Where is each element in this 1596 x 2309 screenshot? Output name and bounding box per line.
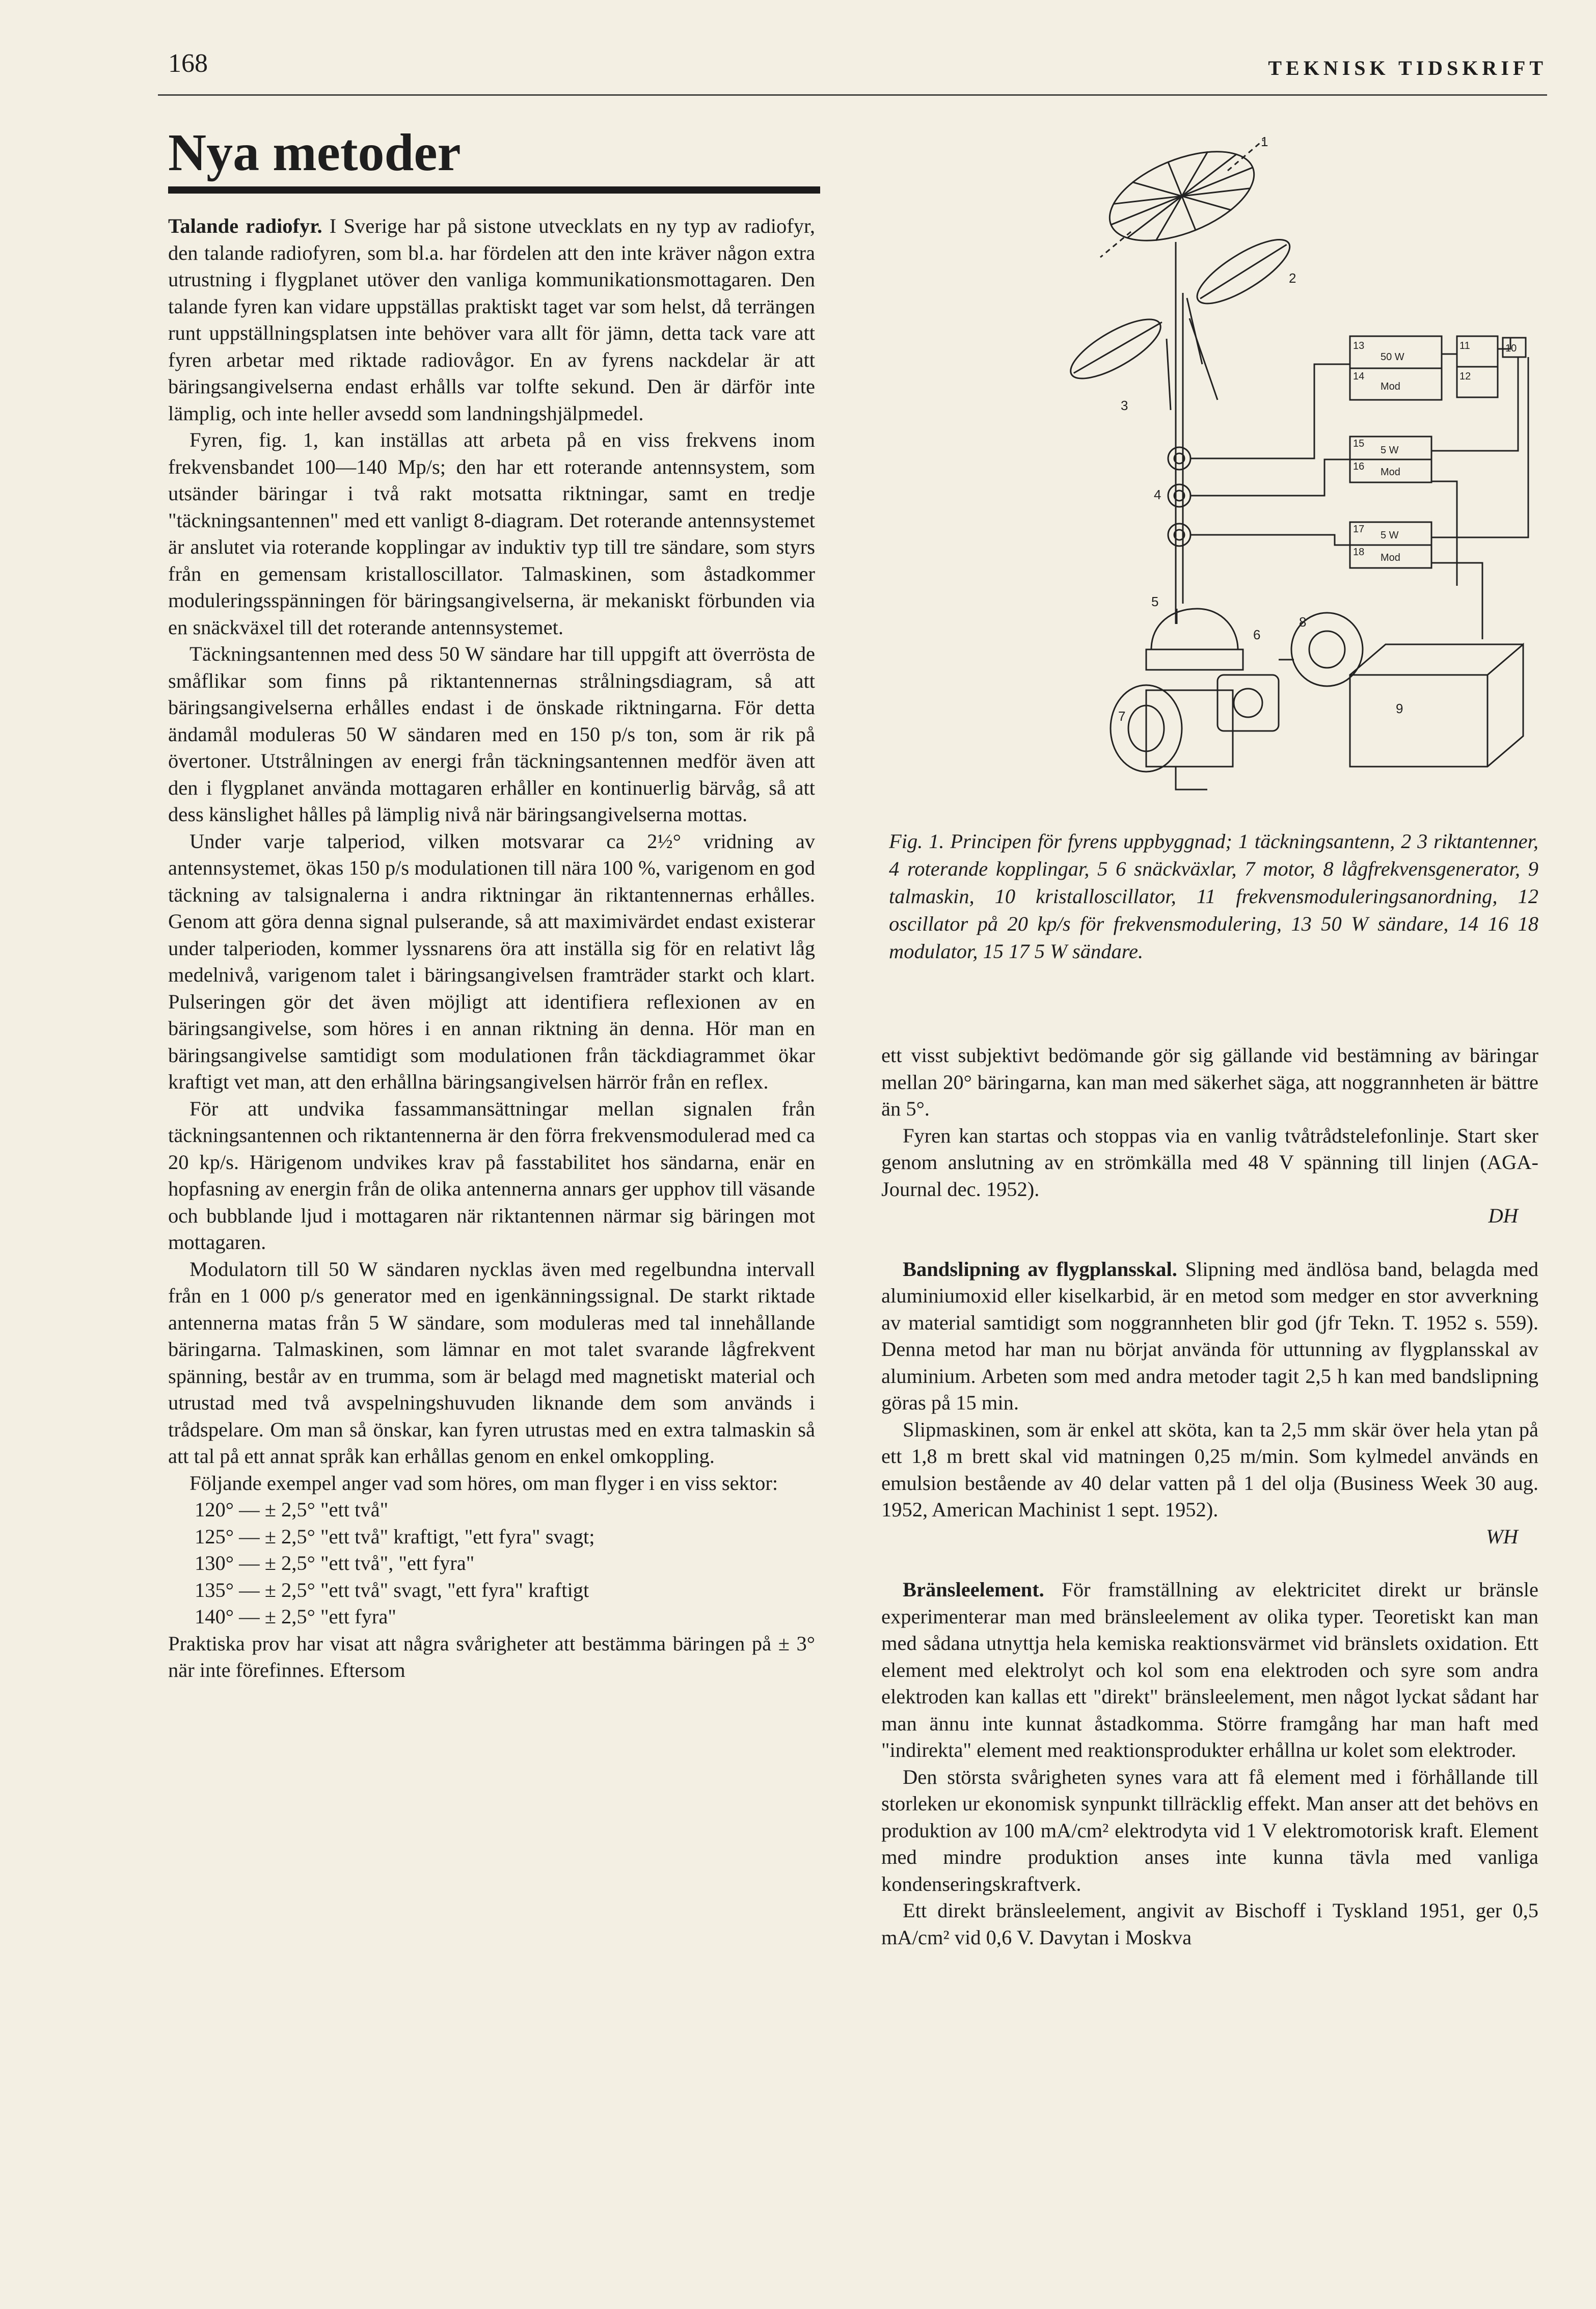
- paragraph: [168, 213, 815, 427]
- paragraph: Fyren, fig. 1, kan inställas att arbeta på en viss frekvens inom frekvensbandet 100—140 Mp/s; den har ett roterande antennsystem, som utsänder bäringar i två rakt motsatta riktningar, samt en tredje "täckningsantennen" med ett vanligt 8-diagram. Det roterande antennsystemet är anslutet via roterande kopplingar av induktiv typ till tre sändare, som styrs från en gemensam kristalloscillator. Talmaskinen, som åstadkommer moduleringsspänningen för bäringsangivelserna, är mekaniskt förbunden via en snäckväxel till det roterande antennsystemet.: [168, 428, 815, 639]
- box-label: 5 W: [1381, 530, 1399, 541]
- figure-label: 10: [1505, 343, 1517, 354]
- figure-label: 1: [1261, 134, 1268, 149]
- section-title: Nya metoder: [168, 123, 461, 182]
- paragraph: Under varje talperiod, vilken motsvarar ca 2½° vridning av antennsystemet, ökas 150 p/s modulationen till nära 100 %, varigenom en god täckning av talsignalerna i andra riktningar än riktantennernas erhålles. Genom att göra denna signal pulserande, så att maximivärdet endast existerar under talperioden, kommer lyssnarens öra att inställa sig för en relativt låg medelnivå, varigenom talet i bäringsangivelsen framträder starkt och klart. Pulseringen gör det även möjligt att identifiera reflexionen av en bäringsangivelse, som höres i en annan riktning än denna. Hör man en bäringsangivelse samtidigt som modulationen från täckdiagrammet ökar kraftigt vet man, att den erhållna bäringsangivelsen härrör från en reflex.: [168, 829, 815, 1093]
- paragraph: ett visst subjektivt bedömande gör sig gällande vid bestämning av bäringar mellan 20° bäringarna, kan man med säkerhet säga, att noggrannheten är bättre än 5°.: [881, 1044, 1538, 1120]
- paragraph: [881, 1256, 1538, 1417]
- figure-label: 11: [1459, 340, 1470, 351]
- author-signature: DH: [1488, 1204, 1518, 1227]
- worm-gear-icon: [1146, 609, 1243, 670]
- figure-label: 3: [1121, 398, 1128, 413]
- figure-label: 18: [1353, 547, 1365, 558]
- box-label: 50 W: [1381, 351, 1404, 363]
- page-number: 168: [168, 49, 208, 78]
- paragraph: Täckningsantennen med dess 50 W sändare har till uppgift att överrösta de småflikar som finns på riktantennernas strålningsdiagram, så att bäringsangivelserna erhålles endast i de önskade riktningarna. För detta ändamål moduleras 50 W sändaren med en 150 p/s ton, som är rik på övertoner. Utstrålningen av energi från täckningsantennen medför även att den i flygplanet använda mottagaren erhåller en kontinuerlig bärvåg, så att dess känslighet hålles på lämplig nivå när bäringsangivelserna mottas.: [168, 642, 815, 826]
- figure-1-diagram: [1049, 125, 1538, 802]
- paragraph: Ett direkt bränsleelement, angivit av Bischoff i Tyskland 1951, ger 0,5 mA/cm² vid 0,6 V. Davytan i Moskva: [881, 1899, 1538, 1949]
- paragraph: [881, 1577, 1538, 1764]
- figure-label: 13: [1353, 340, 1365, 351]
- motor-icon: [1111, 685, 1233, 772]
- paragraph-text: I Sverige har på sistone utvecklats en ny typ av radiofyr, den talande radiofyren, som bl.a. har fördelen att den inte kräver någon extra utrustning i flygplanet utöver den vanliga kommunikationsmottagaren. Den talande fyren kan vidare uppställas praktiskt taget var som helst, då terrängen runt uppställningsplatsen inte behöver vara allt för jämn, detta tack vare att fyren arbetar med riktade radiovågor. En av fyrens nackdelar är att bäringsangivelserna endast erhålls var tolfte sekund. Den är därför inte lämplig, och inte heller avsedd som landningshjälpmedel.: [168, 214, 815, 425]
- figure-label: 15: [1353, 438, 1365, 449]
- article-heading: Bandslipning av flygplansskal.: [903, 1257, 1177, 1281]
- paragraph: Modulatorn till 50 W sändaren nycklas även med regelbundna intervall från en 1 000 p/s generator med en igenkänningssignal. De starkt riktade antennerna matas från 5 W sändare, som moduleras med tal innehållande bäringarna. Talmaskinen, som lämnar en mot talet svarande lågfrekvent spänning, består av en trumma, som är belagd med magnetiskt material och utrustad med två avspelningshuvuden liknande dem som används i trådspelare. Om man så önskar, kan fyren utrustas med en extra talmaskin så att tal på ett annat språk kan erhållas genom en enkel omkoppling.: [168, 1257, 815, 1468]
- figure-label: 14: [1353, 371, 1365, 382]
- paragraph: Slipmaskinen, som är enkel att sköta, kan ta 2,5 mm skär över hela ytan på ett 1,8 m brett skal vid matningen 0,25 m/min. Som kylmedel används en emulsion bestående av 40 delar vatten på 1 del olja (Business Week 30 aug. 1952, American Machinist 1 sept. 1952).: [881, 1418, 1538, 1521]
- box-label: Mod: [1381, 381, 1400, 392]
- figure-label: 12: [1459, 371, 1471, 382]
- box-label: Mod: [1381, 552, 1400, 563]
- directional-antenna-icon: [1189, 229, 1298, 315]
- figure-label: 5: [1151, 594, 1159, 609]
- paragraph: Den största svårigheten synes vara att få element med i förhållande till storleken ur ekonomisk synpunkt tillräcklig effekt. Man anser att det behövs en produktion av 100 mA/cm² elektrodyta vid 1 V elektromotorisk kraft. Element med mindre produktion anses inte kunna tävla med vanliga kondenseringskraftverk.: [881, 1765, 1538, 1895]
- caption-text: Fig. 1. Principen för fyrens uppbyggnad; 1 täckningsantenn, 2 3 riktantenner, 4 roterande kopplingar, 5 6 snäckväxlar, 7 motor, 8 lågfrekvensgenerator, 9 talmaskin, 10 kristalloscillator, 11 frekvensmoduleringsanordning, 12 oscillator på 20 kp/s för frekvensmodulering, 13 50 W sändare, 14 16 18 modulator, 15 17 5 W sändare.: [889, 830, 1538, 963]
- coverage-antenna-icon: [1097, 133, 1266, 259]
- figure-label: 4: [1154, 487, 1161, 502]
- title-rule: [168, 186, 820, 194]
- figure-label: 9: [1396, 701, 1403, 716]
- paragraph-text: Slipning med ändlösa band, belagda med aluminiumoxid eller kiselkarbid, är en metod som medger en stor avverkning av material samtidigt som noggrannheten blir god (jfr Tekn. T. 1952 s. 559). Denna metod har man nu börjat använda för uttunning av flygplansskal av aluminium. Arbeten som med andra metoder tagit 2,5 h kan med bandslipning göras på 15 min.: [881, 1257, 1538, 1414]
- list-item: 140° — ± 2,5° "ett fyra": [195, 1605, 396, 1628]
- list-item: 125° — ± 2,5° "ett två" kraftigt, "ett fyra" svagt;: [195, 1525, 595, 1548]
- figure-label: 16: [1353, 461, 1365, 472]
- left-column: [168, 213, 815, 1684]
- bearing-list: [168, 1497, 815, 1631]
- figure-caption: [889, 828, 1538, 965]
- box-label: 5 W: [1381, 445, 1399, 456]
- talking-machine-icon: [1350, 644, 1523, 767]
- list-item: 120° — ± 2,5° "ett två": [195, 1498, 389, 1521]
- paragraph-text: För framställning av elektricitet direkt ur bränsle experimenterar man med bränsleelement av olika typer. Teoretiskt kan man med sådana utnyttja hela kemiska reaktionsvärmet vid bränslets oxidation. Ett element med elektrolyt och kol som ena elektroden och syre som andra elektroden kan kallas ett "direkt" bränsleelement, men något lyckat sådant har man ännu inte kunnat åstadkomma. Större framgång har man haft med "indirekta" element med reaktionsprodukter erhållna ur kolet som elektroder.: [881, 1578, 1538, 1761]
- running-head: TEKNISK TIDSKRIFT: [1268, 57, 1547, 79]
- paragraph: Följande exempel anger vad som höres, om man flyger i en viss sektor:: [190, 1471, 778, 1495]
- directional-antenna-icon: [1063, 307, 1171, 389]
- paragraph: Praktiska prov har visat att några svårigheter att bestämma bäringen på ± 3° när inte förefinnes. Eftersom: [168, 1632, 815, 1681]
- list-item: 130° — ± 2,5° "ett två", "ett fyra": [195, 1552, 475, 1574]
- article-heading: Bränsleelement.: [903, 1578, 1044, 1601]
- figure-label: 7: [1118, 709, 1126, 724]
- author-signature: WH: [1486, 1525, 1518, 1548]
- header-rule: [158, 94, 1547, 96]
- figure-label: 6: [1253, 627, 1261, 642]
- paragraph: För att undvika fassammansättningar mellan signalen från täckningsantennen och riktantennerna är den förra frekvensmodulerad med ca 20 kp/s. Härigenom undvikes krav på fasstabilitet hos sändarna, enär en hopfasning av energin från de olika antennerna annars ger upphov till väsande och bubblande ljud i mottagaren när riktantennen närmar sig bäringen mot mottagaren.: [168, 1097, 815, 1254]
- right-column: [881, 1042, 1538, 1951]
- list-item: 135° — ± 2,5° "ett två" svagt, "ett fyra" kraftigt: [195, 1578, 589, 1601]
- spacer: [881, 1230, 1538, 1256]
- spacer: [881, 1550, 1538, 1577]
- figure-label: 2: [1289, 270, 1296, 286]
- article-heading: Talande radiofyr.: [168, 214, 322, 237]
- figure-label: 8: [1299, 614, 1307, 630]
- gear-icon: [1218, 675, 1279, 731]
- box-label: Mod: [1381, 467, 1400, 478]
- figure-label: 17: [1353, 524, 1365, 535]
- paragraph: Fyren kan startas och stoppas via en vanlig tvåtrådstelefonlinje. Start sker genom anslutning av en strömkälla med 48 V spänning till linjen (AGA-Journal dec. 1952).: [881, 1124, 1538, 1201]
